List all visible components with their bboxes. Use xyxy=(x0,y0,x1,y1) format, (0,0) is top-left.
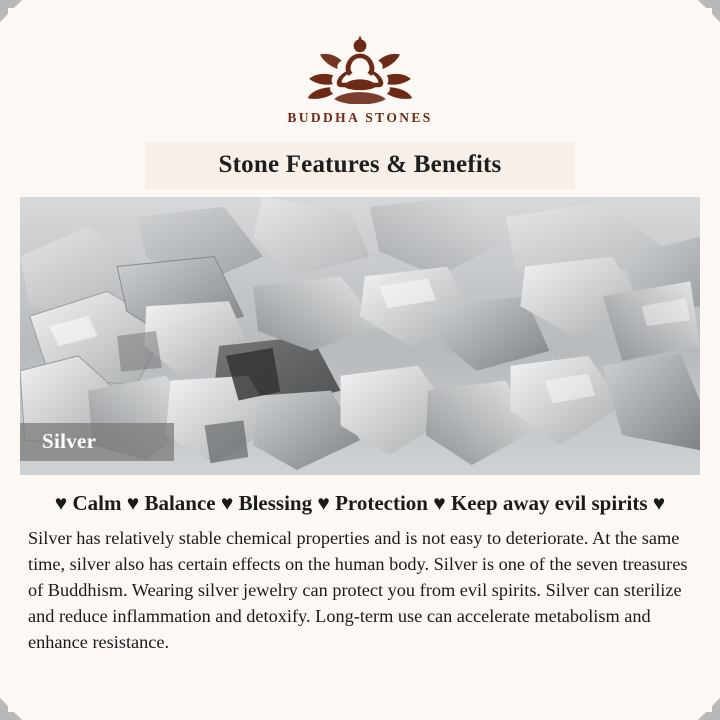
stone-name-caption: Silver xyxy=(20,423,174,461)
content-block xyxy=(28,491,692,656)
section-title-band xyxy=(145,142,575,189)
brand-name: BUDDHA STONES xyxy=(287,110,433,125)
lotus-meditation-icon xyxy=(275,30,445,104)
stone-description: Silver has relatively stable chemical properties and is not easy to deteriorate. At the same time, silver also has certain effects on the human body. Silver is one of the seven treasures of Buddhism. Wearing silver jewelry can protect you from evil spirits. Silver can sterilize and reduce inflammation and detoxify. Long-term use can accelerate metabolism and enhance resistance. xyxy=(28,528,688,652)
stone-photo xyxy=(20,197,700,475)
page-inner xyxy=(8,8,712,712)
page-title: Stone Features & Benefits xyxy=(218,151,502,178)
brand-logo xyxy=(8,8,712,126)
benefits-line: ♥ Calm ♥ Balance ♥ Blessing ♥ Protection ♥ Keep away evil spirits ♥ xyxy=(54,491,666,515)
